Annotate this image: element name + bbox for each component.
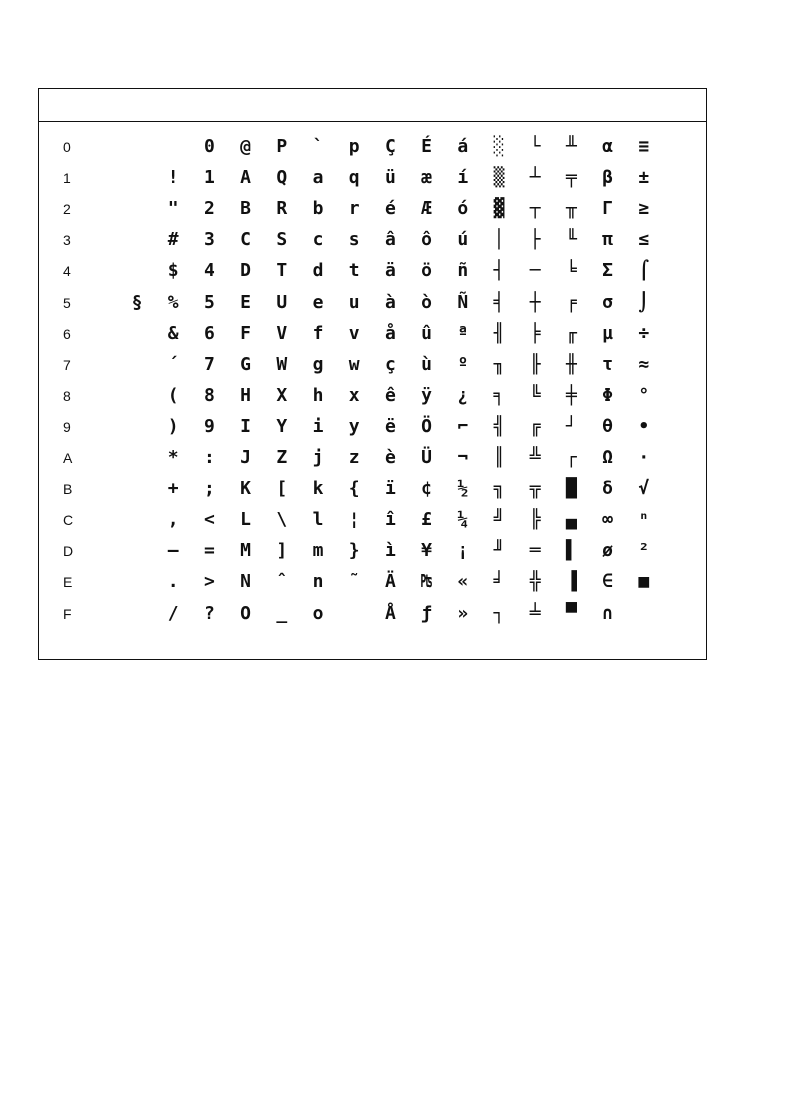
character-cell: n — [312, 571, 324, 593]
row-label: C — [63, 512, 74, 529]
character-cell: B — [240, 198, 252, 220]
row-label: B — [63, 481, 73, 498]
character-cell: % — [167, 291, 179, 313]
character-cell: Σ — [602, 260, 614, 282]
character-cell: ¦ — [348, 509, 360, 531]
character-cell: ╒ — [565, 291, 577, 313]
character-cell: ╙ — [565, 229, 577, 251]
character-cell: Ü — [421, 447, 433, 468]
character-cell: s — [348, 229, 360, 251]
character-cell: U — [276, 291, 288, 313]
character-cell: á — [457, 136, 469, 157]
character-cell: à — [384, 291, 396, 313]
character-cell: • — [638, 415, 650, 437]
character-cell: ² — [638, 540, 650, 562]
character-cell: t — [348, 260, 360, 282]
character-cell: 8 — [203, 384, 215, 406]
character-cell: ü — [384, 167, 396, 189]
character-cell: │ — [493, 229, 505, 251]
character-cell: + — [167, 478, 179, 500]
character-cell: ` — [312, 136, 324, 157]
character-cell: i — [312, 415, 324, 437]
character-cell: ƒ — [421, 602, 433, 624]
character-cell: q — [348, 167, 360, 189]
row-label: E — [63, 574, 73, 591]
character-cell: ┌ — [565, 447, 577, 468]
character-cell: P — [276, 136, 288, 157]
character-cell: d — [312, 260, 324, 282]
character-cell: ˜ — [348, 571, 360, 593]
character-cell: 4 — [203, 260, 215, 282]
character-cell: 6 — [203, 322, 215, 344]
character-cell: ╚ — [529, 384, 541, 406]
table-header-strip — [39, 89, 706, 122]
character-cell: ÷ — [638, 322, 650, 344]
character-cell: M — [240, 540, 252, 562]
character-cell: K — [240, 478, 252, 500]
character-cell: ⌐ — [457, 415, 469, 437]
character-cell: ╡ — [493, 291, 505, 313]
character-cell: ■ — [638, 571, 650, 593]
character-cell: ─ — [529, 260, 541, 282]
character-cell: m — [312, 540, 324, 562]
character-cell: ╨ — [565, 136, 577, 157]
character-cell: a — [312, 167, 324, 189]
character-cell: É — [421, 136, 433, 157]
character-cell: µ — [602, 322, 614, 344]
character-cell: 0 — [203, 136, 215, 157]
row-label: 0 — [63, 139, 71, 155]
character-cell: æ — [421, 167, 433, 189]
character-cell: ╢ — [493, 322, 505, 344]
character-cell: ╠ — [529, 509, 541, 531]
character-cell: ± — [638, 167, 650, 189]
character-cell: ≥ — [638, 198, 650, 220]
character-cell: ù — [421, 353, 433, 375]
character-cell: ≈ — [638, 353, 650, 375]
character-cell: , — [167, 509, 179, 531]
row-label: 8 — [63, 387, 71, 404]
character-cell: [ — [276, 478, 288, 500]
character-cell: ₧ — [421, 571, 433, 593]
character-cell: l — [312, 509, 324, 531]
character-cell: ∞ — [602, 509, 614, 531]
character-cell: – — [167, 540, 179, 562]
character-cell: ø — [602, 540, 614, 562]
character-cell: H — [240, 384, 252, 406]
character-cell: ç — [384, 353, 396, 375]
character-cell: v — [348, 322, 360, 344]
character-cell: T — [276, 260, 288, 282]
character-cell: ¼ — [457, 509, 469, 531]
character-cell: ╜ — [493, 540, 505, 562]
character-cell: E — [240, 291, 252, 313]
character-cell: ≡ — [638, 136, 650, 157]
row-label: 1 — [63, 170, 71, 187]
character-cell: ¥ — [421, 540, 433, 562]
character-cell: } — [348, 540, 360, 562]
character-cell: ´ — [167, 353, 179, 375]
character-cell: . — [167, 571, 179, 593]
character-cell: h — [312, 384, 324, 406]
character-cell: ö — [421, 260, 433, 282]
character-cell: X — [276, 384, 288, 406]
character-cell: D — [240, 260, 252, 282]
character-cell: $ — [167, 260, 179, 282]
character-cell: Y — [276, 415, 288, 437]
character-cell: Å — [384, 602, 396, 624]
character-cell: u — [348, 291, 360, 313]
character-cell: 3 — [203, 229, 215, 251]
character-cell: w — [348, 353, 360, 375]
character-cell: ╧ — [529, 602, 541, 624]
character-cell: Ω — [602, 447, 614, 468]
character-cell: C — [240, 229, 252, 251]
row-label: F — [63, 605, 72, 622]
row-label: A — [63, 450, 73, 466]
character-cell: ï — [384, 478, 396, 500]
character-cell: ╣ — [493, 415, 505, 437]
character-cell: L — [240, 509, 252, 531]
character-cell: b — [312, 198, 324, 220]
character-cell: ╔ — [529, 415, 541, 437]
character-cell: R — [276, 198, 288, 220]
character-cell: f — [312, 322, 324, 344]
character-cell: ä — [384, 260, 396, 282]
character-cell: J — [240, 447, 252, 468]
character-cell: 7 — [203, 353, 215, 375]
character-cell: k — [312, 478, 324, 500]
character-cell: ╛ — [493, 571, 505, 593]
character-cell: ╓ — [565, 322, 577, 344]
character-cell: ¬ — [457, 447, 469, 468]
character-cell: Φ — [602, 384, 614, 406]
character-cell: A — [240, 167, 252, 189]
character-cell: ═ — [529, 540, 541, 562]
character-cell: ░ — [493, 136, 505, 157]
character-cell: " — [167, 198, 179, 220]
character-cell: ò — [421, 291, 433, 313]
character-cell: ! — [167, 167, 179, 189]
character-cell: ▐ — [565, 571, 577, 593]
character-cell: > — [203, 571, 215, 593]
character-cell: ▄ — [565, 509, 577, 531]
character-cell: § — [131, 291, 143, 313]
row-label: 2 — [63, 201, 71, 218]
character-cell: ½ — [457, 478, 469, 500]
character-cell: = — [203, 540, 215, 562]
character-cell: ╩ — [529, 447, 541, 468]
character-cell: ÿ — [421, 384, 433, 406]
character-cell: ╖ — [493, 353, 505, 375]
character-cell: ì — [384, 540, 396, 562]
character-cell: ╬ — [529, 571, 541, 593]
character-cell: N — [240, 571, 252, 593]
character-cell: ▌ — [565, 540, 577, 562]
row-label: 7 — [63, 356, 71, 373]
character-cell: r — [348, 198, 360, 220]
character-cell: _ — [276, 602, 288, 624]
character-cell: ú — [457, 229, 469, 251]
character-cell: Z — [276, 447, 288, 468]
character-cell: & — [167, 322, 179, 344]
character-cell: ╕ — [493, 384, 505, 406]
character-cell: I — [240, 415, 252, 437]
character-cell: º — [457, 353, 469, 375]
character-cell: g — [312, 353, 324, 375]
character-cell: { — [348, 478, 360, 500]
character-cell: ∩ — [602, 602, 614, 624]
character-cell: ┐ — [493, 602, 505, 624]
character-cell: ? — [203, 602, 215, 624]
character-cell: c — [312, 229, 324, 251]
character-cell: ┴ — [529, 167, 541, 189]
character-cell: < — [203, 509, 215, 531]
character-cell: ô — [421, 229, 433, 251]
character-cell: ∈ — [602, 571, 614, 593]
character-cell: 9 — [203, 415, 215, 437]
character-cell: S — [276, 229, 288, 251]
character-cell: ë — [384, 415, 396, 437]
character-cell: ˆ — [276, 571, 288, 593]
character-cell: ⌡ — [638, 291, 650, 313]
character-cell: ┤ — [493, 260, 505, 282]
character-cell: ╗ — [493, 478, 505, 500]
character-cell: ╤ — [565, 167, 577, 189]
character-cell: ó — [457, 198, 469, 220]
character-cell: ╥ — [565, 198, 577, 220]
character-cell: ┬ — [529, 198, 541, 220]
character-cell: ╘ — [565, 260, 577, 282]
character-cell: í — [457, 167, 469, 189]
character-cell: β — [602, 167, 614, 189]
character-cell: G — [240, 353, 252, 375]
character-cell: ⌠ — [638, 260, 650, 282]
character-cell: 2 — [203, 198, 215, 220]
character-cell: / — [167, 602, 179, 624]
character-cell: ( — [167, 384, 179, 406]
character-cell: ≤ — [638, 229, 650, 251]
row-label: 9 — [63, 418, 71, 435]
character-cell: å — [384, 322, 396, 344]
character-cell: ¢ — [421, 478, 433, 500]
row-label: 3 — [63, 232, 71, 249]
character-cell: î — [384, 509, 396, 531]
character-cell: û — [421, 322, 433, 344]
character-cell: O — [240, 602, 252, 624]
character-cell: ° — [638, 384, 650, 406]
character-cell: ╟ — [529, 353, 541, 375]
character-cell: « — [457, 571, 469, 593]
character-cell: ] — [276, 540, 288, 562]
character-cell: Ç — [384, 136, 396, 157]
character-cell: o — [312, 602, 324, 624]
row-label: 5 — [63, 294, 71, 311]
character-cell: » — [457, 602, 469, 624]
character-cell: e — [312, 291, 324, 313]
character-cell: j — [312, 447, 324, 468]
character-cell: ▀ — [565, 602, 577, 624]
character-cell: 5 — [203, 291, 215, 313]
character-cell: é — [384, 198, 396, 220]
character-cell: π — [602, 229, 614, 251]
row-label: 4 — [63, 263, 71, 280]
character-cell: α — [602, 136, 614, 157]
character-cell: ⁿ — [638, 509, 650, 531]
character-cell: W — [276, 353, 288, 375]
character-cell: · — [638, 447, 650, 468]
character-cell: Γ — [602, 198, 614, 220]
character-cell: ║ — [493, 447, 505, 468]
character-cell: Æ — [421, 198, 433, 220]
character-cell: @ — [240, 136, 252, 157]
character-cell: ê — [384, 384, 396, 406]
character-cell: ┼ — [529, 291, 541, 313]
character-cell: Ö — [421, 415, 433, 437]
row-label: D — [63, 543, 74, 560]
character-cell: : — [203, 447, 215, 468]
character-cell: 1 — [203, 167, 215, 189]
character-cell: ├ — [529, 229, 541, 251]
character-cell: x — [348, 384, 360, 406]
character-cell: ª — [457, 322, 469, 344]
character-cell: ¡ — [457, 540, 469, 562]
character-cell: z — [348, 447, 360, 468]
character-cell: ╝ — [493, 509, 505, 531]
character-cell: p — [348, 136, 360, 157]
character-cell: V — [276, 322, 288, 344]
character-cell: ñ — [457, 260, 469, 282]
character-cell: Ä — [384, 571, 396, 593]
character-cell: * — [167, 447, 179, 468]
character-cell: F — [240, 322, 252, 344]
character-cell: ╞ — [529, 322, 541, 344]
character-cell: ▓ — [493, 198, 505, 220]
character-cell: # — [167, 229, 179, 251]
character-cell: √ — [638, 478, 650, 500]
character-cell: τ — [602, 353, 614, 375]
row-label: 6 — [63, 325, 71, 342]
character-cell: £ — [421, 509, 433, 531]
character-cell: █ — [565, 478, 577, 500]
character-cell: ┘ — [565, 415, 577, 437]
character-cell: ╦ — [529, 478, 541, 500]
character-cell: y — [348, 415, 360, 437]
character-cell: δ — [602, 478, 614, 500]
character-cell: Q — [276, 167, 288, 189]
character-cell: ) — [167, 415, 179, 437]
character-cell: ╫ — [565, 353, 577, 375]
character-cell: è — [384, 447, 396, 468]
character-cell: ; — [203, 478, 215, 500]
character-cell: ▒ — [493, 167, 505, 189]
character-cell: \ — [276, 509, 288, 531]
character-code-table — [38, 88, 707, 660]
character-cell: θ — [602, 415, 614, 437]
character-cell: ╪ — [565, 384, 577, 406]
character-cell: σ — [602, 291, 614, 313]
character-cell: └ — [529, 136, 541, 157]
character-cell: â — [384, 229, 396, 251]
character-cell: ¿ — [457, 384, 469, 406]
character-cell: Ñ — [457, 291, 469, 313]
